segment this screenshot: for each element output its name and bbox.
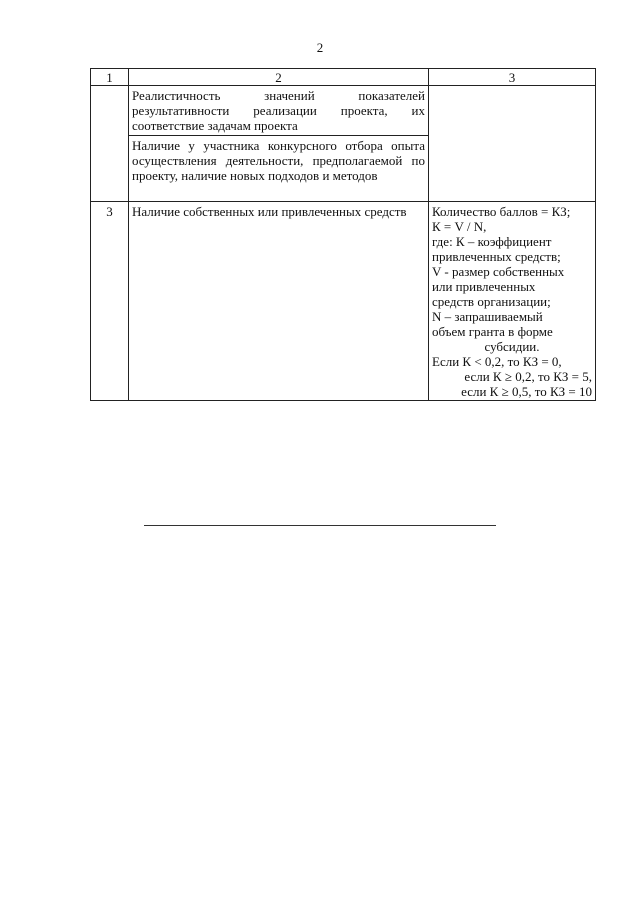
criteria-table xyxy=(90,68,596,401)
scoring-method-cell xyxy=(429,202,596,401)
page-number: 2 xyxy=(316,40,324,55)
formula-line: если К ≥ 0,2, то КЗ = 5, xyxy=(464,369,592,384)
table-row xyxy=(91,202,596,401)
formula-line: К = V / N, xyxy=(432,219,487,234)
footer-rule xyxy=(144,525,496,526)
formula-line: объем гранта в форме xyxy=(432,324,553,339)
criterion-funds-cell: Наличие собственных или привлеченных средств xyxy=(129,202,429,401)
formula-line: средств организации; xyxy=(432,294,551,309)
header-cell-1: 1 xyxy=(91,69,129,86)
formula-line: Если К < 0,2, то КЗ = 0, xyxy=(432,354,562,369)
table-header-row xyxy=(91,69,596,86)
method-cell-empty xyxy=(429,86,596,202)
formula-line: или привлеченных xyxy=(432,279,536,294)
header-cell-2: 2 xyxy=(129,69,429,86)
formula-line: где: К – коэффициент xyxy=(432,234,552,249)
formula-line: Количество баллов = КЗ; xyxy=(432,204,571,219)
formula-line: субсидии. xyxy=(484,339,540,354)
criterion-experience-cell: Наличие у участника конкурсного отбора опыта осуществления деятельности, предполагаемой по проекту, наличие новых подходов и методов xyxy=(129,136,429,202)
table-row xyxy=(91,86,596,136)
formula-line: если К ≥ 0,5, то КЗ = 10 xyxy=(461,384,592,399)
formula-line: N – запрашиваемый xyxy=(432,309,543,324)
row-number-cell xyxy=(91,86,129,202)
criterion-realism-cell: Реалистичность значений показателей результативности реализации проекта, их соответствие задачам проекта xyxy=(129,86,429,136)
row-number-cell: 3 xyxy=(91,202,129,401)
formula-line: привлеченных средств; xyxy=(432,249,561,264)
formula-line: V - размер собственных xyxy=(432,264,565,279)
header-cell-3: 3 xyxy=(429,69,596,86)
